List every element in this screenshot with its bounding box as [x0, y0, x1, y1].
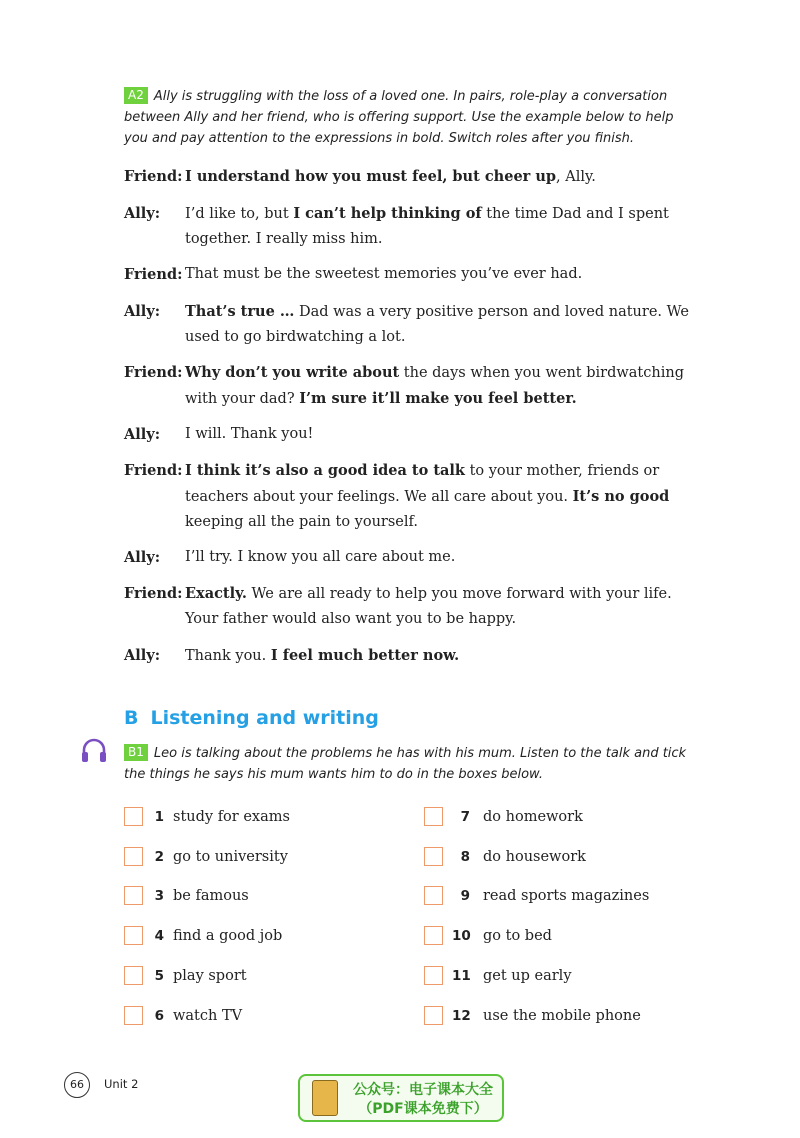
item-number: 7 [460, 809, 470, 825]
utterance-text: That must be the sweetest memories you’ve ever had. [185, 266, 583, 282]
item-number: 1 [154, 809, 164, 825]
speaker-label: Ally: [124, 647, 161, 664]
tick-checkbox[interactable] [424, 807, 443, 826]
tick-checkbox[interactable] [124, 966, 143, 985]
bold-expression: I can’t help thinking of [293, 205, 482, 222]
watermark-line2: （PDF课本免费下） [358, 1101, 488, 1117]
headphones-icon[interactable] [80, 737, 108, 765]
utterance-text: I’ll try. I know you all care about me. [185, 549, 456, 565]
utterance-text: the days when you went birdwatching with your dad? [185, 365, 684, 407]
speaker-label: Friend: [124, 266, 183, 283]
utterance-text: the time Dad and I spent together. I really miss him. [185, 206, 669, 247]
item-number: 10 [452, 928, 471, 944]
bold-expression: I’m sure it’ll make you feel better. [299, 390, 577, 407]
b1-instruction [124, 743, 694, 785]
item-text: do homework [483, 809, 583, 825]
tick-checkbox[interactable] [124, 926, 143, 945]
item-number: 11 [452, 968, 471, 984]
tick-checkbox[interactable] [124, 886, 143, 905]
utterance-text: keeping all the pain to yourself. [185, 514, 418, 530]
utterance [185, 581, 700, 632]
bold-expression: Why don’t you write about [185, 364, 400, 381]
item-text: do housework [483, 849, 586, 865]
bold-expression: Exactly. [185, 585, 247, 602]
tick-checkbox[interactable] [124, 807, 143, 826]
utterance [185, 164, 700, 190]
utterance [185, 299, 700, 350]
section-b-title: Listening and writing [150, 707, 379, 729]
dialogue-line [124, 458, 700, 535]
page-number: 66 [64, 1072, 90, 1098]
watermark-banner [298, 1074, 504, 1122]
dialogue-line [124, 581, 700, 632]
utterance [185, 545, 700, 570]
utterance [185, 643, 700, 669]
section-b-heading [124, 707, 379, 729]
item-text: get up early [483, 968, 572, 984]
dialogue-line [124, 299, 700, 350]
item-text: watch TV [173, 1008, 243, 1024]
tick-checkbox[interactable] [424, 966, 443, 985]
utterance-text: , Ally. [556, 169, 596, 185]
tick-checkbox[interactable] [424, 847, 443, 866]
item-number: 12 [452, 1008, 471, 1024]
speaker-label: Friend: [124, 462, 183, 479]
speaker-label: Friend: [124, 364, 183, 381]
watermark-line1: 公众号：电子课本大全 [353, 1082, 493, 1098]
b1-instruction-text: Leo is talking about the problems he has with his mum. Listen to the talk and tick the things he says his mum wants him to do in the boxes below. [124, 746, 687, 782]
bold-expression: That’s true … [185, 303, 295, 320]
dialogue-line [124, 262, 700, 287]
dialogue-line [124, 545, 700, 570]
speaker-label: Ally: [124, 426, 161, 443]
bold-expression: It’s no good [572, 488, 670, 505]
utterance [185, 458, 700, 535]
speaker-label: Ally: [124, 205, 161, 222]
item-number: 4 [154, 928, 164, 944]
item-text: read sports magazines [483, 888, 650, 904]
tick-checkbox[interactable] [424, 1006, 443, 1025]
a2-instruction [124, 86, 694, 149]
tick-checkbox[interactable] [424, 886, 443, 905]
item-number: 2 [154, 849, 164, 865]
item-number: 9 [460, 888, 470, 904]
item-number: 6 [154, 1008, 164, 1024]
dialogue-line [124, 201, 700, 252]
book-logo-icon [312, 1080, 338, 1116]
utterance-text: We are all ready to help you move forward with your life. Your father would also want you to be happy. [185, 586, 672, 627]
bold-expression: I think it’s also a good idea to talk [185, 462, 465, 479]
item-number: 5 [154, 968, 164, 984]
utterance [185, 422, 700, 447]
item-text: go to bed [483, 928, 552, 944]
tick-checkbox[interactable] [124, 1006, 143, 1025]
a2-instruction-text: Ally is struggling with the loss of a loved one. In pairs, role-play a conversation between Ally and her friend, who is offering support. Use the example below to help you and pay attention to the expressions in bold. Switch roles after you finish. [124, 89, 674, 146]
speaker-label: Ally: [124, 303, 161, 320]
utterance [185, 360, 700, 412]
item-number: 3 [154, 888, 164, 904]
item-text: find a good job [173, 928, 283, 944]
section-b-letter: B [124, 707, 139, 729]
speaker-label: Ally: [124, 549, 161, 566]
utterance-text: I’d like to, but [185, 206, 294, 222]
tick-checkbox[interactable] [124, 847, 143, 866]
item-text: study for exams [173, 809, 290, 825]
speaker-label: Friend: [124, 168, 183, 185]
utterance [185, 262, 700, 287]
utterance-text: to your mother, friends or teachers about your feelings. We all care about you. [185, 463, 660, 505]
item-number: 8 [460, 849, 470, 865]
speaker-label: Friend: [124, 585, 183, 602]
unit-label: Unit 2 [104, 1077, 139, 1091]
item-text: go to university [173, 849, 288, 865]
bold-expression: I understand how you must feel, but cheer up [185, 168, 557, 185]
dialogue-line [124, 422, 700, 447]
item-text: be famous [173, 888, 249, 904]
a2-tag: A2 [124, 87, 148, 104]
b1-tag: B1 [124, 744, 148, 761]
bold-expression: I feel much better now. [270, 647, 460, 664]
utterance-text: Dad was a very positive person and loved nature. We used to go birdwatching a lot. [185, 304, 689, 345]
item-text: play sport [173, 968, 247, 984]
dialogue-line [124, 643, 700, 669]
utterance-text: Thank you. [185, 648, 271, 664]
tick-checkbox[interactable] [424, 926, 443, 945]
utterance [185, 201, 700, 252]
dialogue-line [124, 164, 700, 190]
utterance-text: I will. Thank you! [185, 426, 314, 442]
item-text: use the mobile phone [483, 1008, 641, 1024]
dialogue-line [124, 360, 700, 412]
